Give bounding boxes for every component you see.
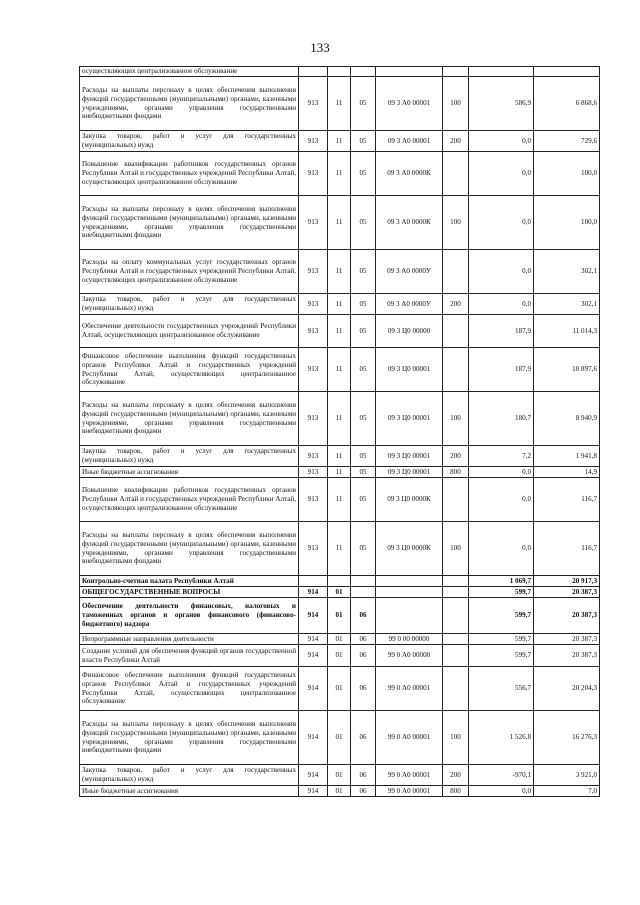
cell-amount-change xyxy=(469,67,534,77)
table-row xyxy=(80,196,600,250)
cell-subsection: 05 xyxy=(351,478,376,522)
cell-amount-total: 8 940,9 xyxy=(534,392,600,446)
cell-ministry-code: 913 xyxy=(299,250,328,294)
cell-target-article: 09 3 Ц0 00001 xyxy=(376,348,443,392)
cell-expense-type: 200 xyxy=(443,131,469,152)
cell-expense-type: 800 xyxy=(443,467,469,478)
cell-section: 11 xyxy=(328,196,351,250)
cell-target-article: 09 3 А0 0000У xyxy=(376,294,443,315)
budget-table xyxy=(79,66,600,797)
cell-target-article: 09 3 А0 0000К xyxy=(376,196,443,250)
cell-expense-type: 100 xyxy=(443,196,469,250)
cell-target-article: 09 3 А0 00001 xyxy=(376,131,443,152)
table-row xyxy=(80,67,600,77)
table-row xyxy=(80,522,600,576)
cell-target-article: 09 3 А0 00001 xyxy=(376,77,443,131)
cell-ministry-code xyxy=(299,576,328,587)
cell-ministry-code: 914 xyxy=(299,645,328,667)
cell-amount-total: 20 387,3 xyxy=(534,645,600,667)
cell-target-article: 99 0 А0 00000 xyxy=(376,645,443,667)
cell-description: Контрольно-счетная палата Республики Алтай xyxy=(80,576,299,587)
cell-ministry-code: 913 xyxy=(299,77,328,131)
table-row xyxy=(80,131,600,152)
cell-subsection: 05 xyxy=(351,446,376,467)
cell-target-article: 99 0 А0 00001 xyxy=(376,667,443,711)
cell-amount-total xyxy=(534,67,600,77)
cell-amount-change: 0,0 xyxy=(469,152,534,196)
cell-description: Финансовое обеспечение выполнения функций государственных органов Республики Алтай и государственных учреждений Республики Алтай, осуществляющих централизованное обслуживание xyxy=(80,348,299,392)
cell-target-article xyxy=(376,67,443,77)
cell-expense-type xyxy=(443,152,469,196)
cell-ministry-code: 913 xyxy=(299,522,328,576)
cell-amount-total: 14,9 xyxy=(534,467,600,478)
cell-expense-type xyxy=(443,315,469,348)
cell-target-article: 99 0 А0 00001 xyxy=(376,711,443,765)
cell-amount-total: 10 897,6 xyxy=(534,348,600,392)
cell-ministry-code: 914 xyxy=(299,765,328,786)
cell-ministry-code: 913 xyxy=(299,152,328,196)
cell-amount-change: 599,7 xyxy=(469,634,534,645)
cell-subsection: 05 xyxy=(351,152,376,196)
cell-subsection: 06 xyxy=(351,711,376,765)
cell-section: 11 xyxy=(328,315,351,348)
table-row xyxy=(80,587,600,598)
cell-expense-type: 200 xyxy=(443,765,469,786)
cell-amount-total: 729,6 xyxy=(534,131,600,152)
cell-amount-total: 20 917,3 xyxy=(534,576,600,587)
cell-expense-type xyxy=(443,348,469,392)
cell-target-article: 09 3 А0 0000У xyxy=(376,250,443,294)
cell-description: Расходы на выплаты персоналу в целях обеспечения выполнения функций государственными (муниципальными) органами, казенными учреждениями, органами управления государственными внебюджетными фондами xyxy=(80,522,299,576)
cell-expense-type xyxy=(443,576,469,587)
cell-ministry-code: 913 xyxy=(299,446,328,467)
cell-description: Иные бюджетные ассигнования xyxy=(80,467,299,478)
cell-ministry-code: 914 xyxy=(299,667,328,711)
cell-amount-change: 556,7 xyxy=(469,667,534,711)
cell-amount-total: 1 941,8 xyxy=(534,446,600,467)
cell-subsection: 05 xyxy=(351,348,376,392)
cell-section: 01 xyxy=(328,598,351,634)
cell-ministry-code: 913 xyxy=(299,315,328,348)
table-row xyxy=(80,667,600,711)
cell-amount-total: 20 204,3 xyxy=(534,667,600,711)
cell-expense-type xyxy=(443,250,469,294)
cell-section: 01 xyxy=(328,667,351,711)
cell-subsection: 06 xyxy=(351,598,376,634)
table-row xyxy=(80,634,600,645)
cell-ministry-code: 913 xyxy=(299,348,328,392)
cell-section: 11 xyxy=(328,294,351,315)
cell-amount-change: 7,2 xyxy=(469,446,534,467)
cell-section: 01 xyxy=(328,786,351,797)
cell-subsection: 06 xyxy=(351,786,376,797)
cell-description: Закупка товаров, работ и услуг для государственных (муниципальных) нужд xyxy=(80,294,299,315)
cell-description: Иные бюджетные ассигнования xyxy=(80,786,299,797)
cell-description: Непрограммные направления деятельности xyxy=(80,634,299,645)
cell-section xyxy=(328,576,351,587)
cell-amount-total: 100,0 xyxy=(534,152,600,196)
cell-ministry-code: 913 xyxy=(299,478,328,522)
cell-amount-change: 0,0 xyxy=(469,196,534,250)
cell-amount-change: 0,0 xyxy=(469,467,534,478)
cell-section: 11 xyxy=(328,131,351,152)
cell-expense-type xyxy=(443,67,469,77)
cell-expense-type xyxy=(443,598,469,634)
cell-subsection: 06 xyxy=(351,634,376,645)
cell-ministry-code: 913 xyxy=(299,294,328,315)
cell-subsection: 05 xyxy=(351,392,376,446)
cell-description: Закупка товаров, работ и услуг для государственных (муниципальных) нужд xyxy=(80,446,299,467)
cell-description: Закупка товаров, работ и услуг для государственных (муниципальных) нужд xyxy=(80,131,299,152)
cell-expense-type xyxy=(443,587,469,598)
table-row xyxy=(80,786,600,797)
table-row xyxy=(80,315,600,348)
cell-subsection: 05 xyxy=(351,77,376,131)
cell-amount-total: 11 014,3 xyxy=(534,315,600,348)
cell-subsection: 05 xyxy=(351,131,376,152)
cell-expense-type xyxy=(443,667,469,711)
cell-target-article xyxy=(376,587,443,598)
cell-subsection xyxy=(351,576,376,587)
cell-description: Обеспечение деятельности государственных учреждений Республики Алтай, осуществляющих централизованное обслуживание xyxy=(80,315,299,348)
cell-expense-type xyxy=(443,645,469,667)
cell-subsection: 05 xyxy=(351,196,376,250)
cell-target-article: 99 0 00 00000 xyxy=(376,634,443,645)
cell-subsection: 05 xyxy=(351,467,376,478)
table-row xyxy=(80,250,600,294)
cell-section: 01 xyxy=(328,634,351,645)
cell-subsection: 05 xyxy=(351,250,376,294)
table-row xyxy=(80,77,600,131)
cell-ministry-code: 913 xyxy=(299,196,328,250)
cell-description: Расходы на выплаты персоналу в целях обеспечения выполнения функций государственными (муниципальными) органами, казенными учреждениями, органами управления государственными внебюджетными фондами xyxy=(80,77,299,131)
cell-amount-change: 187,9 xyxy=(469,348,534,392)
table-row xyxy=(80,392,600,446)
table-row xyxy=(80,348,600,392)
cell-amount-total: 100,0 xyxy=(534,196,600,250)
cell-description: ОБЩЕГОСУДАРСТВЕННЫЕ ВОПРОСЫ xyxy=(80,587,299,598)
cell-target-article: 09 3 Ц0 00001 xyxy=(376,392,443,446)
cell-amount-total: 116,7 xyxy=(534,522,600,576)
cell-description: Повышение квалификации работников государственных органов Республики Алтай и государственных учреждений Республики Алтай, осуществляющих централизованное обслуживание xyxy=(80,478,299,522)
cell-expense-type: 100 xyxy=(443,711,469,765)
cell-amount-total: 20 387,3 xyxy=(534,634,600,645)
cell-amount-total: 6 868,6 xyxy=(534,77,600,131)
cell-description: Расходы на выплаты персоналу в целях обеспечения выполнения функций государственными (муниципальными) органами, казенными учреждениями, органами управления государственными внебюджетными фондами xyxy=(80,392,299,446)
cell-target-article: 09 3 А0 0000К xyxy=(376,152,443,196)
cell-amount-total: 20 387,3 xyxy=(534,598,600,634)
cell-subsection: 06 xyxy=(351,765,376,786)
page-number: 133 xyxy=(310,40,330,55)
cell-amount-change: 0,0 xyxy=(469,294,534,315)
cell-section: 11 xyxy=(328,446,351,467)
cell-ministry-code: 914 xyxy=(299,786,328,797)
cell-amount-total: 116,7 xyxy=(534,478,600,522)
cell-description: Повышение квалификации работников государственных органов Республики Алтай и государственных учреждений Республики Алтай, осуществляющих централизованное обслуживание xyxy=(80,152,299,196)
cell-expense-type xyxy=(443,634,469,645)
cell-section: 01 xyxy=(328,765,351,786)
cell-subsection: 05 xyxy=(351,315,376,348)
table-row xyxy=(80,598,600,634)
cell-description: осуществляющих централизованное обслуживание xyxy=(80,67,299,77)
cell-subsection: 06 xyxy=(351,645,376,667)
cell-target-article: 09 3 Ц0 00000 xyxy=(376,315,443,348)
cell-expense-type: 200 xyxy=(443,294,469,315)
cell-target-article: 09 3 Ц0 0000К xyxy=(376,478,443,522)
cell-amount-total: 302,1 xyxy=(534,294,600,315)
cell-ministry-code: 913 xyxy=(299,392,328,446)
cell-amount-change: 0,0 xyxy=(469,478,534,522)
cell-section xyxy=(328,67,351,77)
cell-expense-type: 100 xyxy=(443,77,469,131)
cell-description: Финансовое обеспечение выполнения функций государственных органов Республики Алтай и государственных учреждений Республики Алтай, осуществляющих централизованное обслуживание xyxy=(80,667,299,711)
cell-target-article: 09 3 Ц0 00001 xyxy=(376,446,443,467)
cell-section: 11 xyxy=(328,467,351,478)
cell-description: Обеспечение деятельности финансовых, налоговых и таможенных органов и органов финансового (финансово-бюджетного) надзора xyxy=(80,598,299,634)
cell-amount-change: 1 069,7 xyxy=(469,576,534,587)
cell-amount-change: 1 526,8 xyxy=(469,711,534,765)
cell-expense-type: 800 xyxy=(443,786,469,797)
cell-amount-change: 599,7 xyxy=(469,587,534,598)
cell-amount-total: 3 921,0 xyxy=(534,765,600,786)
table-row xyxy=(80,478,600,522)
cell-ministry-code: 914 xyxy=(299,634,328,645)
cell-amount-change: 0,0 xyxy=(469,786,534,797)
cell-section: 11 xyxy=(328,522,351,576)
cell-expense-type: 100 xyxy=(443,522,469,576)
cell-ministry-code: 914 xyxy=(299,598,328,634)
table-row xyxy=(80,711,600,765)
cell-section: 01 xyxy=(328,587,351,598)
cell-amount-change: 599,7 xyxy=(469,598,534,634)
cell-ministry-code: 913 xyxy=(299,131,328,152)
cell-ministry-code xyxy=(299,67,328,77)
cell-amount-change: -970,1 xyxy=(469,765,534,786)
cell-amount-change: 0,0 xyxy=(469,131,534,152)
cell-amount-change: 599,7 xyxy=(469,645,534,667)
cell-subsection: 05 xyxy=(351,522,376,576)
table-row xyxy=(80,294,600,315)
cell-section: 11 xyxy=(328,250,351,294)
cell-ministry-code: 914 xyxy=(299,711,328,765)
cell-target-article xyxy=(376,576,443,587)
cell-target-article xyxy=(376,598,443,634)
cell-ministry-code: 913 xyxy=(299,467,328,478)
table-row xyxy=(80,446,600,467)
cell-section: 01 xyxy=(328,645,351,667)
cell-amount-change: 0,0 xyxy=(469,250,534,294)
cell-expense-type: 200 xyxy=(443,446,469,467)
cell-target-article: 09 3 Ц0 00001 xyxy=(376,467,443,478)
cell-ministry-code: 914 xyxy=(299,587,328,598)
cell-target-article: 99 0 А0 00001 xyxy=(376,765,443,786)
cell-section: 11 xyxy=(328,152,351,196)
cell-amount-change: 187,9 xyxy=(469,315,534,348)
cell-amount-total: 302,1 xyxy=(534,250,600,294)
cell-amount-change: 0,0 xyxy=(469,522,534,576)
cell-expense-type: 100 xyxy=(443,392,469,446)
table-row xyxy=(80,576,600,587)
table-row xyxy=(80,645,600,667)
cell-subsection xyxy=(351,587,376,598)
cell-description: Создание условий для обеспечения функций органов государственной власти Республики Алтай xyxy=(80,645,299,667)
table-row xyxy=(80,765,600,786)
table-row xyxy=(80,467,600,478)
table-row xyxy=(80,152,600,196)
cell-description: Расходы на выплаты персоналу в целях обеспечения выполнения функций государственными (муниципальными) органами, казенными учреждениями, органами управления государственными внебюджетными фондами xyxy=(80,196,299,250)
cell-subsection xyxy=(351,67,376,77)
cell-section: 11 xyxy=(328,392,351,446)
cell-description: Закупка товаров, работ и услуг для государственных (муниципальных) нужд xyxy=(80,765,299,786)
cell-section: 11 xyxy=(328,77,351,131)
cell-amount-change: 586,9 xyxy=(469,77,534,131)
cell-description: Расходы на оплату коммунальных услуг государственных органов Республики Алтай и государственных учреждений Республики Алтай, осуществляющих централизованное обслуживание xyxy=(80,250,299,294)
cell-subsection: 06 xyxy=(351,667,376,711)
cell-target-article: 09 3 Ц0 0000К xyxy=(376,522,443,576)
cell-section: 11 xyxy=(328,348,351,392)
cell-amount-total: 7,0 xyxy=(534,786,600,797)
table-body xyxy=(80,67,600,797)
cell-expense-type xyxy=(443,478,469,522)
cell-section: 01 xyxy=(328,711,351,765)
cell-subsection: 05 xyxy=(351,294,376,315)
cell-target-article: 99 0 А0 00001 xyxy=(376,786,443,797)
cell-amount-total: 16 276,3 xyxy=(534,711,600,765)
cell-amount-total: 20 387,3 xyxy=(534,587,600,598)
cell-description: Расходы на выплаты персоналу в целях обеспечения выполнения функций государственными (муниципальными) органами, казенными учреждениями, органами управления государственными внебюджетными фондами xyxy=(80,711,299,765)
cell-section: 11 xyxy=(328,478,351,522)
cell-amount-change: 180,7 xyxy=(469,392,534,446)
